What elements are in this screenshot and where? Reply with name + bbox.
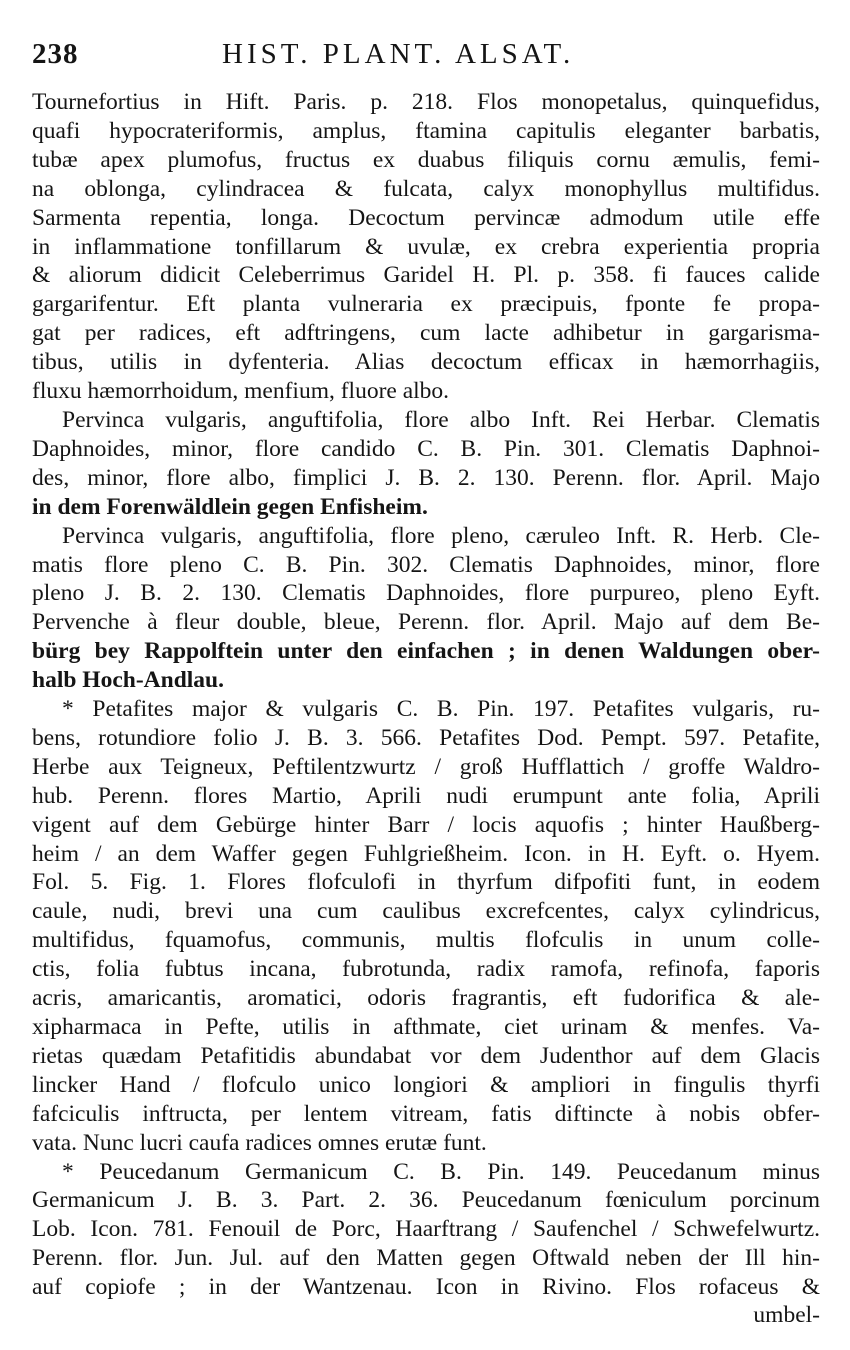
text-line: tibus, utilis in dyfenteria. Alias decoctum efficax in hæmorrhagiis, — [32, 349, 820, 376]
text-line: Germanicum J. B. 3. Part. 2. 36. Peucedanum fœniculum porcinum — [32, 1187, 820, 1214]
entry-line: * Peucedanum Germanicum C. B. Pin. 149. Peucedanum minus — [62, 1158, 820, 1185]
text-line: Daphnoides, minor, flore candido C. B. Pin. 301. Clematis Daphnoi- — [32, 435, 820, 462]
text-line: vata. Nunc lucri caufa radices omnes erutæ funt. — [32, 1129, 487, 1156]
running-head — [32, 38, 820, 88]
text-line: auf copiofe ; in der Wantzenau. Icon in Rivino. Flos rofaceus & — [32, 1274, 820, 1301]
text-line: Perenn. flor. Jun. Jul. auf den Matten gegen Oftwald neben der Ill hin- — [32, 1245, 820, 1272]
text-line: des, minor, flore albo, fimplici J. B. 2. 130. Perenn. flor. April. Majo — [32, 464, 820, 491]
text-line: lincker Hand / flofculo unico longiori & ampliori in fingulis thyrfi — [32, 1071, 820, 1098]
body-text — [32, 88, 820, 1302]
text-line: rietas quædam Petafitidis abundabat vor dem Judenthor auf dem Glacis — [32, 1042, 820, 1069]
entry-line: Pervinca vulgaris, anguftifolia, flore pleno, cæruleo Inft. R. Herb. Cle- — [62, 522, 820, 549]
text-line: Fol. 5. Fig. 1. Flores flofculofi in thyrfum difpofiti funt, in eodem — [32, 869, 820, 896]
text-line: fafciculis inftructa, per lentem vitream, fatis diftincte à nobis obfer- — [32, 1100, 820, 1127]
text-line: vigent auf dem Gebürge hinter Barr / locis aquofis ; hinter Haußberg- — [32, 811, 820, 838]
text-line: caule, nudi, brevi una cum caulibus excrefcentes, calyx cylindricus, — [32, 898, 820, 925]
text-line: multifidus, fquamofus, communis, multis flofculis in unum colle- — [32, 927, 820, 954]
german-text-line: halb Hoch-Andlau. — [32, 667, 224, 694]
text-line: Lob. Icon. 781. Fenouil de Porc, Haarftrang / Saufenchel / Schwefelwurtz. — [32, 1216, 820, 1243]
text-line: in inflammatione tonfillarum & uvulæ, ex crebra experientia propria — [32, 233, 820, 260]
text-line: fluxu hæmorrhoidum, menfium, fluore albo. — [32, 378, 450, 405]
text-line: Pervenche à fleur double, bleue, Perenn. flor. April. Majo auf dem Be- — [32, 609, 820, 636]
entry-line: Pervinca vulgaris, anguftifolia, flore albo Inft. Rei Herbar. Clematis — [62, 406, 820, 433]
text-line: Herbe aux Teigneux, Peftilentzwurtz / groß Hufflattich / groffe Waldro- — [32, 753, 820, 780]
german-text-line: in dem Forenwäldlein gegen Enfisheim. — [32, 493, 428, 520]
text-line: quafi hypocrateriformis, amplus, ftamina capitulis eleganter barbatis, — [32, 117, 820, 144]
text-line: gargarifentur. Eft planta vulneraria ex præcipuis, fponte fe propa- — [32, 291, 820, 318]
text-line: pleno J. B. 2. 130. Clematis Daphnoides, flore purpureo, pleno Eyft. — [32, 580, 820, 607]
entry-line: * Petafites major & vulgaris C. B. Pin. 197. Petafites vulgaris, ru- — [62, 696, 820, 723]
text-line: & aliorum didicit Celeberrimus Garidel H. Pl. p. 358. fi fauces calide — [32, 262, 820, 289]
text-line: ctis, folia fubtus incana, fubrotunda, radix ramofa, refinofa, faporis — [32, 956, 820, 983]
text-line: Sarmenta repentia, longa. Decoctum pervincæ admodum utile effe — [32, 204, 820, 231]
text-line: acris, amaricantis, aromatici, odoris fragrantis, eft fudorifica & ale- — [32, 985, 820, 1012]
text-line: heim / an dem Waffer gegen Fuhlgrießheim. Icon. in H. Eyft. o. Hyem. — [32, 840, 820, 867]
text-line: matis flore pleno C. B. Pin. 302. Clematis Daphnoides, minor, flore — [32, 551, 820, 578]
text-line: xipharmaca in Pefte, utilis in afthmate, ciet urinam & menfes. Va- — [32, 1014, 820, 1040]
text-line: tubæ apex plumofus, fructus ex duabus filiquis cornu æmulis, femi- — [32, 146, 820, 173]
text-line: bens, rotundiore folio J. B. 3. 566. Petafites Dod. Pempt. 597. Petafite, — [32, 724, 820, 751]
page-number: 238 — [32, 38, 79, 70]
running-title: HIST. PLANT. ALSAT. — [222, 38, 575, 70]
german-text-line: bürg bey Rappolftein unter den einfachen ; in denen Waldungen ober- — [32, 638, 820, 665]
text-line: hub. Perenn. flores Martio, Aprili nudi erumpunt ante folia, Aprili — [32, 782, 820, 809]
text-line: gat per radices, eft adftringens, cum lacte adhibetur in gargarisma- — [32, 320, 820, 347]
catchword: umbel- — [753, 1302, 820, 1328]
text-line: Tournefortius in Hift. Paris. p. 218. Flos monopetalus, quinquefidus, — [32, 89, 820, 115]
text-line: na oblonga, cylindracea & fulcata, calyx monophyllus multifidus. — [32, 175, 820, 202]
